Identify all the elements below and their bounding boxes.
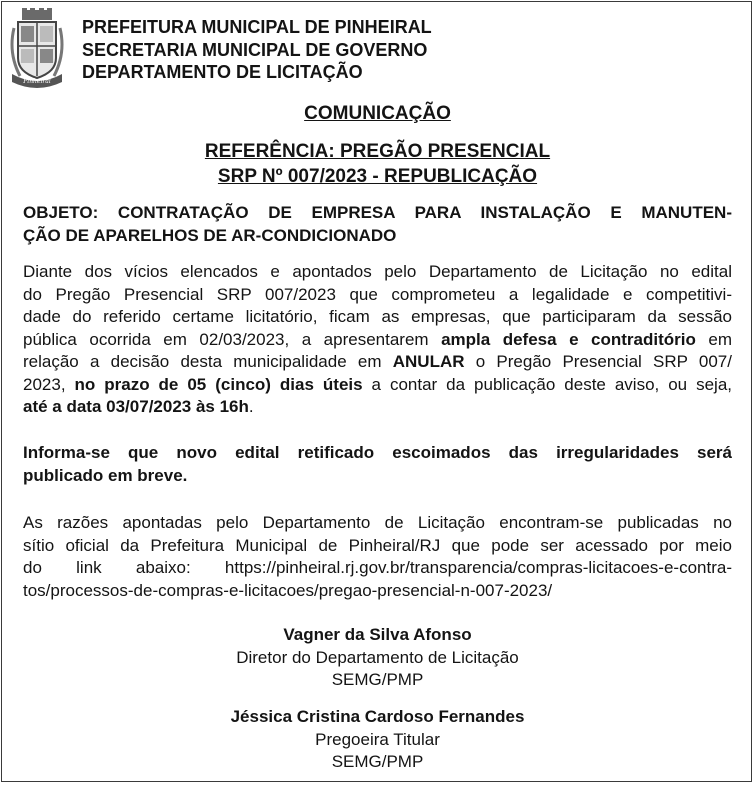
- objeto-section: [23, 202, 732, 247]
- emphasis-prazo: no prazo de 05 (cinco) dias úteis: [74, 374, 363, 394]
- text-line: do Pregão Presencial SRP 007/2023 que comprometeu a legalidade e competitivi-: [23, 284, 732, 304]
- header-line-prefeitura: PREFEITURA MUNICIPAL DE PINHEIRAL: [82, 17, 432, 37]
- svg-text:Pinheiral: Pinheiral: [23, 78, 51, 85]
- text-line: sítio oficial da Prefeitura Municipal de Pinheiral/RJ que pode ser acessado por meio: [23, 535, 732, 555]
- text-line: dade do referido certame licitatório, ficam as empresas, que participaram da sessão: [23, 307, 732, 326]
- text-line: pública ocorrida em 02/03/2023, a apresentarem ampla defesa e contraditório em: [23, 329, 732, 349]
- text-line: 2023, no prazo de 05 (cinco) dias úteis a contar da publicação deste aviso, ou seja,: [23, 374, 732, 394]
- emphasis-defesa: ampla defesa e contraditório: [441, 329, 696, 349]
- text-line: Informa-se que novo edital retificado escoimados das irregularidades será: [23, 443, 732, 462]
- header: [8, 8, 708, 90]
- text-line: Diante dos vícios elencados e apontados pelo Departamento de Licitação no edital: [23, 262, 732, 281]
- text-line: As razões apontadas pelo Departamento de Licitação encontram-se publicadas no: [23, 513, 732, 532]
- text-line: publicado em breve.: [23, 465, 188, 485]
- paragraph-link: [23, 512, 732, 602]
- header-line-departamento: DEPARTAMENTO DE LICITAÇÃO: [82, 62, 363, 82]
- emphasis-deadline: até a data 03/07/2023 às 16h: [23, 397, 249, 416]
- text-line: até a data 03/07/2023 às 16h.: [23, 397, 254, 416]
- reference-line-2: SRP Nº 007/2023 - REPUBLICAÇÃO: [217, 166, 538, 187]
- header-line-secretaria: SECRETARIA MUNICIPAL DE GOVERNO: [82, 39, 428, 60]
- signatory-name: Vagner da Silva Afonso: [283, 625, 472, 644]
- paragraph-convocation: [23, 261, 732, 419]
- reference-line-1: REFERÊNCIA: PREGÃO PRESENCIAL: [204, 141, 551, 162]
- signature-block-2: [0, 706, 755, 774]
- objeto-line: ÇÃO DE APARELHOS DE AR-CONDICIONADO: [23, 225, 397, 245]
- emphasis-anular: ANULAR: [392, 352, 465, 371]
- text-line: do link abaixo: https://pinheiral.rj.gov.br/transparencia/compras-licitacoes-e-contra-: [23, 558, 732, 577]
- document-title: COMUNICAÇÃO: [304, 103, 451, 124]
- signatory-name: Jéssica Cristina Cardoso Fernandes: [230, 707, 525, 726]
- signature-block-1: [0, 624, 755, 692]
- signatory-org: SEMG/PMP: [331, 752, 424, 771]
- signatory-role: Diretor do Departamento de Licitação: [236, 647, 519, 667]
- objeto-line: OBJETO: CONTRATAÇÃO DE EMPRESA PARA INSTALAÇÃO E MANUTEN-: [23, 203, 732, 222]
- signatory-org: SEMG/PMP: [331, 670, 424, 689]
- text-line: tos/processos-de-compras-e-licitacoes/pregao-presencial-n-007-2023/: [23, 580, 553, 600]
- text-line: relação a decisão desta municipalidade em ANULAR o Pregão Presencial SRP 007/: [23, 352, 732, 371]
- paragraph-new-edital: [23, 442, 732, 487]
- coat-of-arms-icon: [8, 8, 66, 88]
- signatory-role: Pregoeira Titular: [315, 729, 440, 749]
